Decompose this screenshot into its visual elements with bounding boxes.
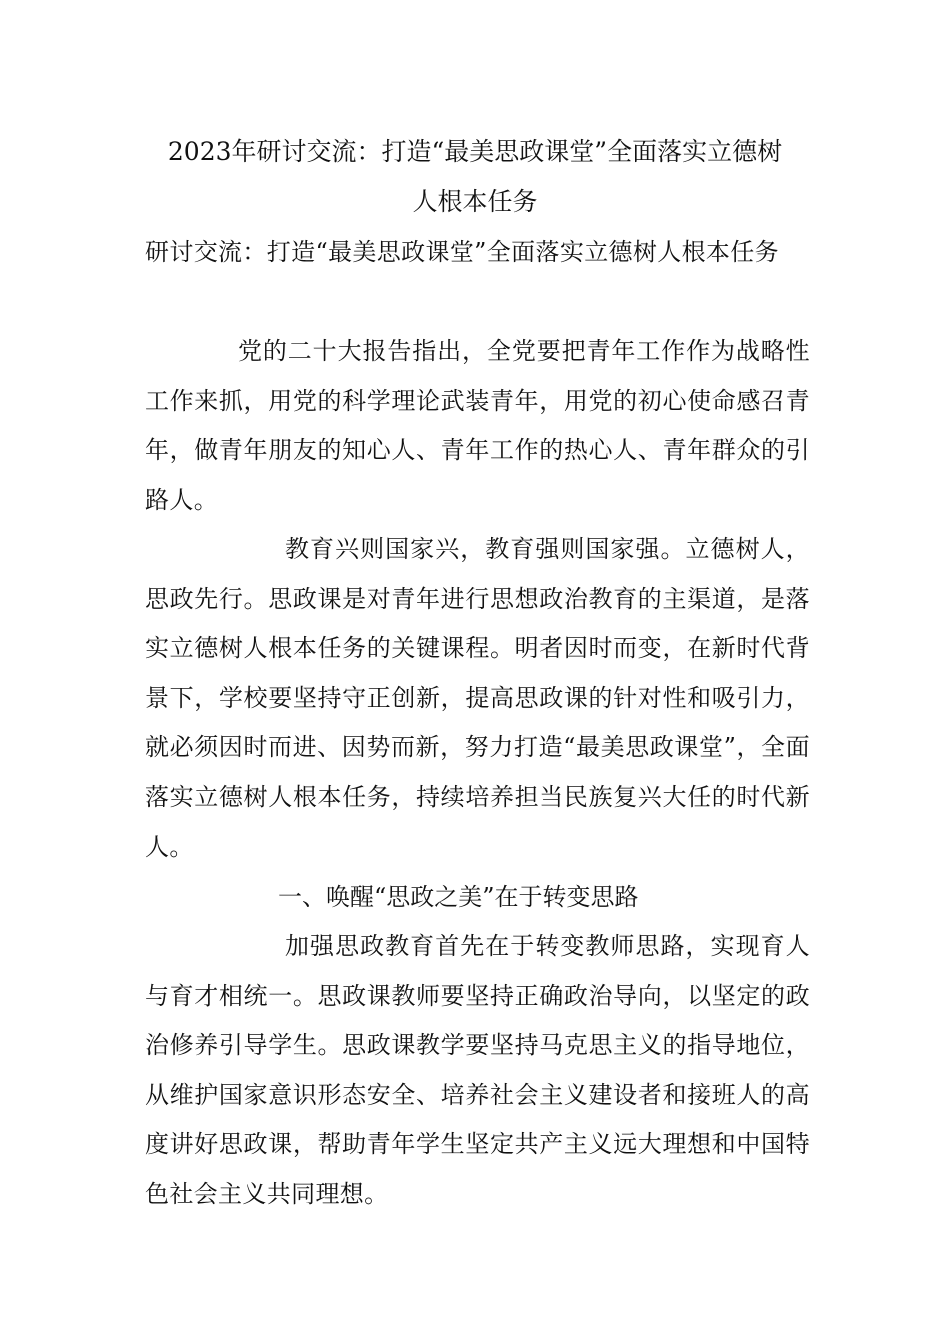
body-paragraph-2: 教育兴则国家兴，教育强则国家强。立德树人，思政先行。思政课是对青年进行思想政治教育的主渠道，是落实立德树人根本任务的关键课程。明者因时而变，在新时代背景下，学校要坚持守正创新，提高思政课的针对性和吸引力，就必须因时而进、因势而新，努力打造“最美思政课堂”，全面落实立德树人根本任务，持续培养担当民族复兴大任的时代新人。 xyxy=(145,535,810,861)
document-subtitle: 研讨交流：打造“最美思政课堂”全面落实立德树人根本任务 xyxy=(145,238,779,266)
document-title-line-2: 人根本任务 xyxy=(412,187,538,216)
document-title-line-1: 2023年研讨交流：打造“最美思政课堂”全面落实立德树 xyxy=(167,137,783,166)
body-paragraph-1: 党的二十大报告指出，全党要把青年工作作为战略性工作来抓，用党的科学理论武装青年，用党的初心使命感召青年，做青年朋友的知心人、青年工作的热心人、青年群众的引路人。 xyxy=(145,337,810,514)
section-heading-1: 一、唤醒“思政之美”在于转变思路 xyxy=(278,883,639,911)
body-paragraph-3: 加强思政教育首先在于转变教师思路，实现育人与育才相统一。思政课教师要坚持正确政治导向，以坚定的政治修养引导学生。思政课教学要坚持马克思主义的指导地位，从维护国家意识形态安全、培养社会主义建设者和接班人的高度讲好思政课，帮助青年学生坚定共产主义远大理想和中国特色社会主义共同理想。 xyxy=(145,932,810,1208)
